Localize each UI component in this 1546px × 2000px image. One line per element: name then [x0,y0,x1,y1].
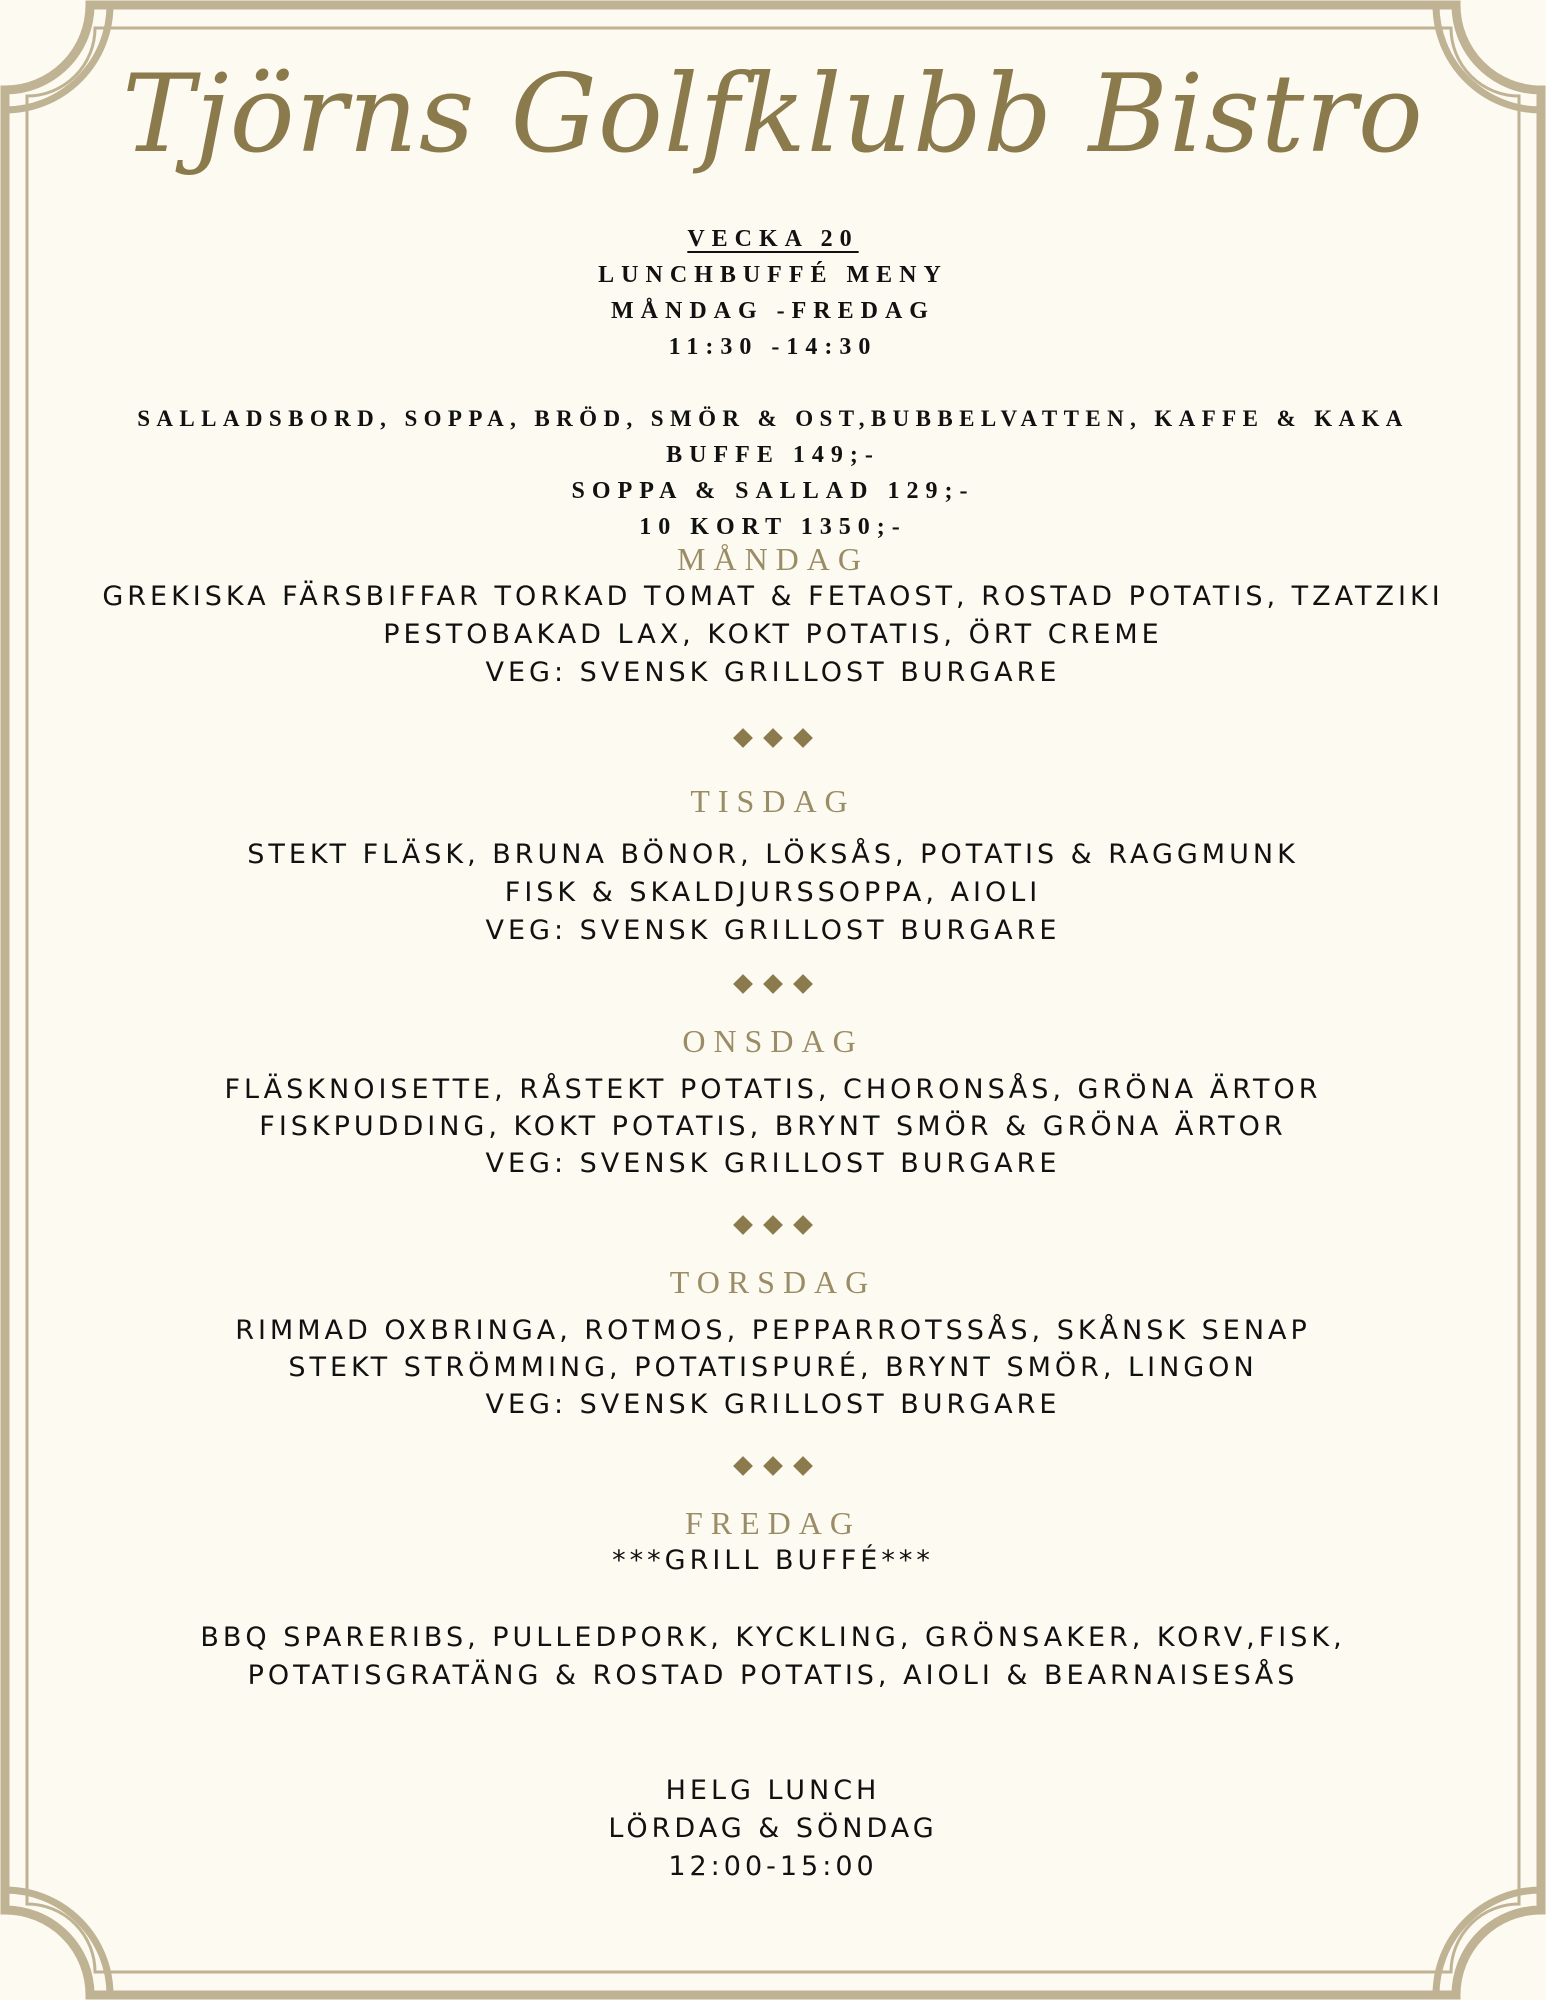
buffet-includes: SALLADSBORD, SOPPA, BRÖD, SMÖR & OST,BUBBELVATTEN, KAFFE & KAKA [137,406,1409,431]
menu-item: FISK & SKALDJURSSOPPA, AIOLI [504,877,1042,908]
diamond-icon [763,728,783,748]
diamond-separator [0,1458,1546,1482]
week-label: VECKA 20 [687,226,859,252]
friday-subtitle: ***GRILL BUFFÉ*** [612,1545,934,1576]
menu-title: LUNCHBUFFÉ MENY [598,262,948,288]
menu-item: RIMMAD OXBRINGA, ROTMOS, PEPPARROTSSÅS, SKÅNSK SENAP [235,1315,1311,1346]
menu-item: FLÄSKNOISETTE, RÅSTEKT POTATIS, CHORONSÅS, GRÖNA ÄRTOR [224,1074,1322,1105]
menu-item: VEG: SVENSK GRILLOST BURGARE [485,1148,1061,1179]
diamond-icon [793,974,813,994]
menu-hours: 11:30 -14:30 [668,334,878,360]
menu-item: FISKPUDDING, KOKT POTATIS, BRYNT SMÖR & GRÖNA ÄRTOR [259,1111,1287,1142]
menu-item: BBQ SPARERIBS, PULLEDPORK, KYCKLING, GRÖNSAKER, KORV,FISK, [200,1622,1346,1653]
price-soup-salad: SOPPA & SALLAD 129;- [571,478,975,504]
menu-days: MÅNDAG -FREDAG [611,298,935,324]
diamond-icon [733,1215,753,1235]
menu-item: VEG: SVENSK GRILLOST BURGARE [485,657,1061,688]
menu-item: STEKT STRÖMMING, POTATISPURÉ, BRYNT SMÖR, LINGON [288,1352,1258,1383]
diamond-separator [0,730,1546,754]
day-heading-monday: MÅNDAG [677,541,869,577]
price-card: 10 KORT 1350;- [639,514,907,540]
diamond-separator [0,1217,1546,1241]
menu-item: PESTOBAKAD LAX, KOKT POTATIS, ÖRT CREME [383,619,1163,650]
menu-item: VEG: SVENSK GRILLOST BURGARE [485,1389,1061,1420]
diamond-icon [763,1215,783,1235]
menu-item: STEKT FLÄSK, BRUNA BÖNOR, LÖKSÅS, POTATIS & RAGGMUNK [247,839,1299,870]
weekend-title: HELG LUNCH [665,1775,881,1806]
menu-item: POTATISGRATÄNG & ROSTAD POTATIS, AIOLI & BEARNAISESÅS [247,1660,1299,1691]
diamond-icon [793,1456,813,1476]
diamond-icon [733,728,753,748]
menu-item: VEG: SVENSK GRILLOST BURGARE [485,915,1061,946]
day-heading-tuesday: TISDAG [690,783,856,819]
diamond-icon [793,1215,813,1235]
weekend-hours: 12:00-15:00 [668,1851,878,1882]
diamond-icon [793,728,813,748]
menu-item: GREKISKA FÄRSBIFFAR TORKAD TOMAT & FETAOST, ROSTAD POTATIS, TZATZIKI [102,581,1444,612]
price-buffe: BUFFE 149;- [666,442,880,468]
diamond-separator [0,976,1546,1000]
day-heading-wednesday: ONSDAG [682,1023,864,1059]
diamond-icon [733,974,753,994]
page-title: Tjörns Golfklubb Bistro [122,52,1424,177]
weekend-days: LÖRDAG & SÖNDAG [608,1813,938,1844]
day-heading-friday: FREDAG [684,1505,861,1541]
diamond-icon [763,974,783,994]
diamond-icon [733,1456,753,1476]
diamond-icon [763,1456,783,1476]
day-heading-thursday: TORSDAG [669,1264,877,1300]
